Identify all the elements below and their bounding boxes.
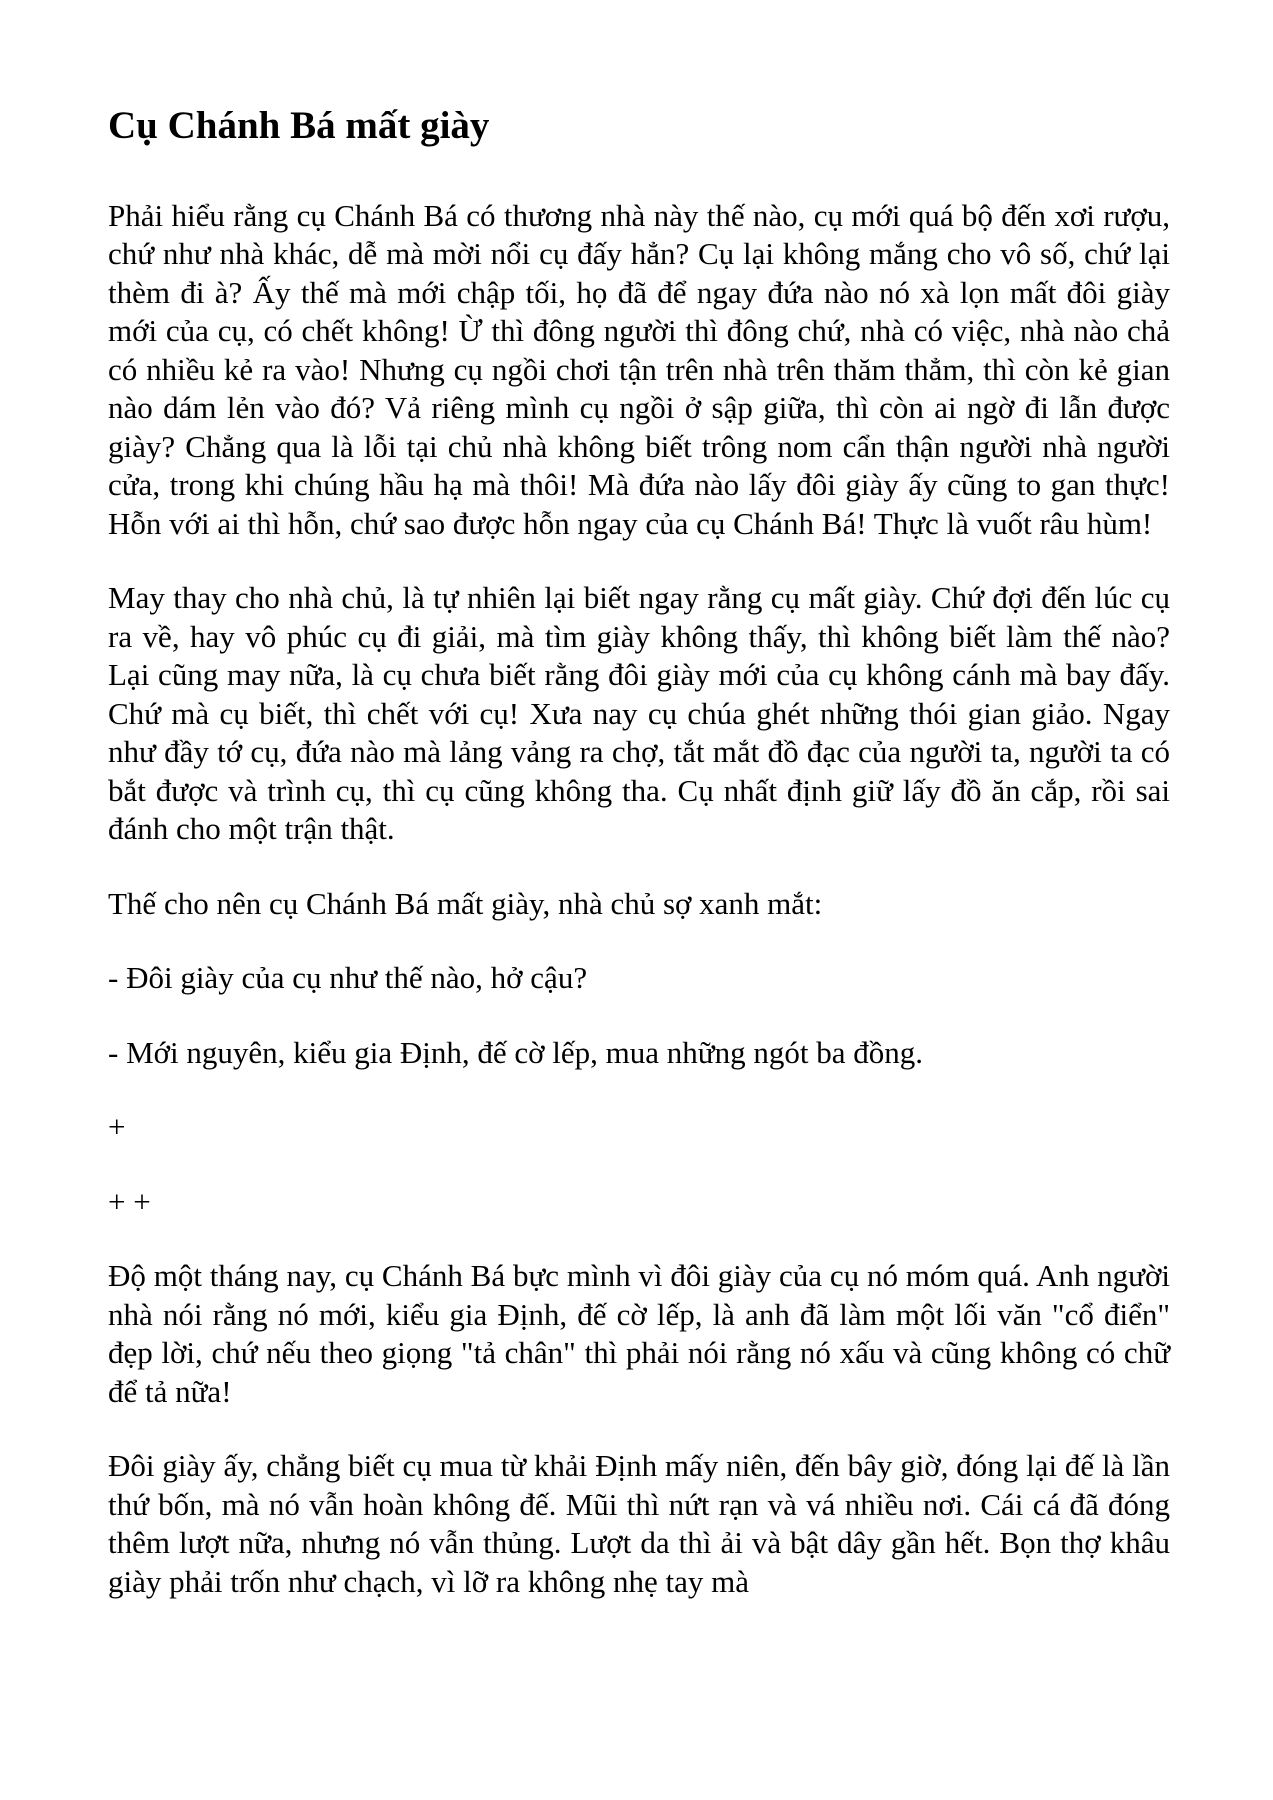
paragraph-3: Thế cho nên cụ Chánh Bá mất giày, nhà chủ sợ xanh mắt: [108,885,823,921]
paragraph-2: May thay cho nhà chủ, là tự nhiên lại biết ngay rằng cụ mất giày. Chứ đợi đến lúc cụ ra về, hay vô phúc cụ đi giải, mà tìm giày không thấy, thì không biết làm thế nào? Lại cũng may nữa, là cụ chưa biết rằng đôi giày mới của cụ không cánh mà bay đấy. Chứ mà cụ biết, thì chết với cụ! Xưa nay cụ chúa ghét những thói gian giảo. Ngay như đầy tớ cụ, đứa nào mà lảng vảng ra chợ, tắt mắt đồ đạc của người ta, người ta có bắt được và trình cụ, thì cụ cũng không tha. Cụ nhất định giữ lấy đồ ăn cắp, rồi sai đánh cho một trận thật. [108,580,1170,847]
section-separator-2: + + [108,1183,151,1219]
document-page [108,104,1170,1637]
paragraph-4: Độ một tháng nay, cụ Chánh Bá bực mình vì đôi giày của cụ nó móm quá. Anh người nhà nói rằng nó mới, kiểu gia Định, đế cờ lếp, là anh đã làm một lối văn "cổ điển" đẹp lời, chứ nếu theo giọng "tả chân" thì phải nói rằng nó xấu và cũng không có chữ để tả nữa! [108,1258,1170,1409]
page-title: Cụ Chánh Bá mất giày [108,104,490,147]
section-separator-1: + [108,1109,126,1145]
dialogue-line-2: - Mới nguyên, kiểu gia Định, đế cờ lếp, mua những ngót ba đồng. [108,1034,923,1070]
paragraph-5: Đôi giày ấy, chẳng biết cụ mua từ khải Định mấy niên, đến bây giờ, đóng lại đế là lần thứ bốn, mà nó vẫn hoàn không đế. Mũi thì nứt rạn và vá nhiều nơi. Cái cá đã đóng thêm lượt nữa, nhưng nó vẫn thủng. Lượt da thì ải và bật dây gần hết. Bọn thợ khâu giày phải trốn như chạch, vì lỡ ra không nhẹ tay mà [108,1448,1170,1599]
paragraph-1: Phải hiểu rằng cụ Chánh Bá có thương nhà này thế nào, cụ mới quá bộ đến xơi rượu, chứ như nhà khác, dễ mà mời nổi cụ đấy hẳn? Cụ lại không mắng cho vô số, chứ lại thèm đi à? Ấy thế mà mới chập tối, họ đã để ngay đứa nào nó xà lọn mất đôi giày mới của cụ, có chết không! Ừ thì đông người thì đông chứ, nhà có việc, nhà nào chả có nhiều kẻ ra vào! Nhưng cụ ngồi chơi tận trên nhà trên thăm thẳm, thì còn kẻ gian nào dám lẻn vào đó? Vả riêng mình cụ ngồi ở sập giữa, thì còn ai ngờ đi lẫn được giày? Chẳng qua là lỗi tại chủ nhà không biết trông nom cẩn thận người nhà người cửa, trong khi chúng hầu hạ mà thôi! Mà đứa nào lấy đôi giày ấy cũng to gan thực! Hỗn với ai thì hỗn, chứ sao được hỗn ngay của cụ Chánh Bá! Thực là vuốt râu hùm! [108,197,1170,541]
dialogue-line-1: - Đôi giày của cụ như thế nào, hở cậu? [108,960,588,996]
